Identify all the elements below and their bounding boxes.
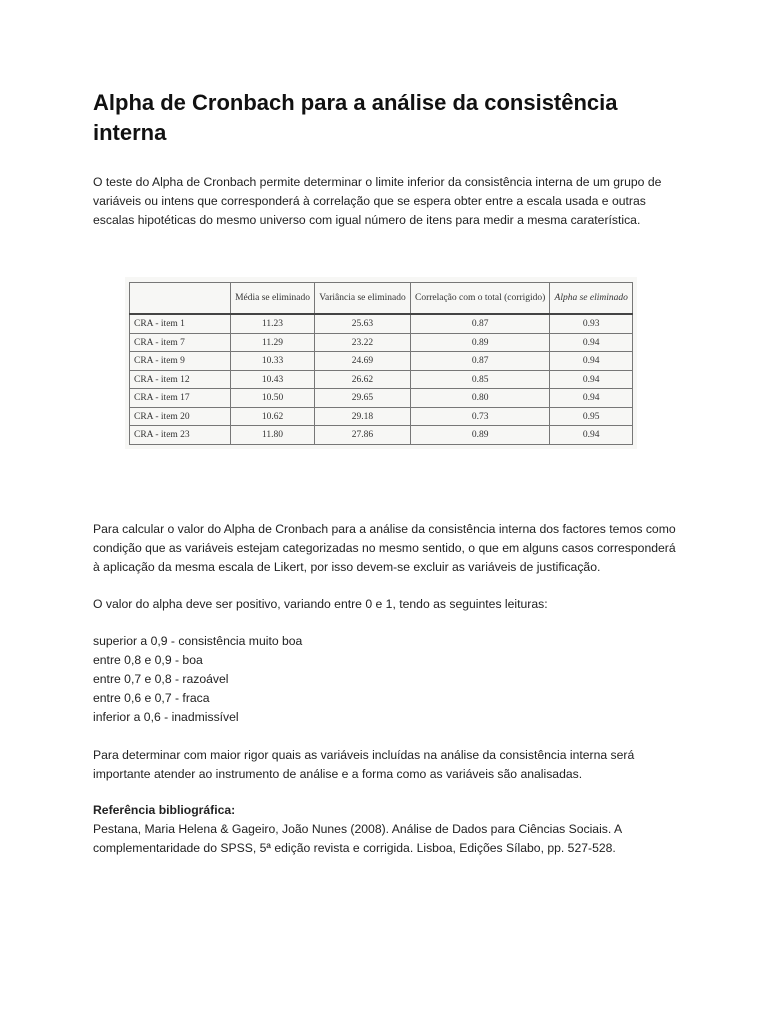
table-header-row	[130, 283, 633, 315]
table-row	[130, 352, 633, 371]
table-cell-variance: 24.69	[315, 352, 411, 371]
list-item: inferior a 0,6 - inadmissível	[93, 710, 239, 724]
table-header-mean: Média se eliminado	[231, 283, 315, 315]
table-cell-variance: 25.63	[315, 314, 411, 333]
list-item: superior a 0,9 - consistência muito boa	[93, 634, 303, 648]
table-cell-correlation: 0.85	[410, 370, 550, 389]
table-row	[130, 333, 633, 352]
table-cell-mean: 10.50	[231, 389, 315, 408]
table-cell-label: CRA - item 20	[130, 407, 231, 426]
list-item: entre 0,8 e 0,9 - boa	[93, 653, 203, 667]
table-cell-label: CRA - item 17	[130, 389, 231, 408]
table-cell-label: CRA - item 9	[130, 352, 231, 371]
table-cell-mean: 11.29	[231, 333, 315, 352]
table-cell-label: CRA - item 7	[130, 333, 231, 352]
intro-paragraph: O teste do Alpha de Cronbach permite determinar o limite inferior da consistência interna de um grupo de variáveis ou intens que corresponderá à correlação que se espera obter entre a escala usada e outras escalas hipotéticas do mesmo universo com igual número de itens para medir a mesma caraterística.	[93, 175, 662, 227]
table-cell-label: CRA - item 12	[130, 370, 231, 389]
table-header-correlation: Correlação com o total (corrigido)	[410, 283, 550, 315]
table-cell-correlation: 0.80	[410, 389, 550, 408]
table-cell-correlation: 0.87	[410, 314, 550, 333]
table-cell-alpha: 0.95	[550, 407, 633, 426]
table-cell-alpha: 0.94	[550, 389, 633, 408]
table-cell-variance: 29.18	[315, 407, 411, 426]
table-row	[130, 407, 633, 426]
table-row	[130, 426, 633, 445]
table-cell-mean: 10.43	[231, 370, 315, 389]
table-cell-alpha: 0.94	[550, 370, 633, 389]
item-statistics-table	[129, 282, 633, 445]
table-cell-alpha: 0.94	[550, 352, 633, 371]
page-title: Alpha de Cronbach para a análise da consistência interna	[93, 90, 618, 145]
table-cell-correlation: 0.73	[410, 407, 550, 426]
readings-list	[93, 632, 683, 727]
table-cell-alpha: 0.94	[550, 333, 633, 352]
table-cell-label: CRA - item 1	[130, 314, 231, 333]
list-item: entre 0,7 e 0,8 - razoável	[93, 672, 229, 686]
table-cell-mean: 10.33	[231, 352, 315, 371]
calculation-paragraph: Para calcular o valor do Alpha de Cronbach para a análise da consistência interna dos factores temos como condição que as variáveis estejam categorizadas no mesmo sentido, o que em alguns casos corresponderá à aplicação da mesma escala de Likert, por isso devem-se excluir as variáveis de justificação.	[93, 522, 676, 574]
table-cell-correlation: 0.89	[410, 333, 550, 352]
table-header-empty	[130, 283, 231, 315]
table-cell-mean: 10.62	[231, 407, 315, 426]
alpha-range-paragraph: O valor do alpha deve ser positivo, variando entre 0 e 1, tendo as seguintes leituras:	[93, 597, 548, 611]
table-cell-variance: 23.22	[315, 333, 411, 352]
document-body	[93, 88, 683, 858]
table-cell-mean: 11.80	[231, 426, 315, 445]
results-table-image	[125, 277, 637, 449]
table-header-alpha: Alpha se eliminado	[550, 283, 633, 315]
table-header-variance: Variância se eliminado	[315, 283, 411, 315]
reference-text: Pestana, Maria Helena & Gageiro, João Nunes (2008). Análise de Dados para Ciências Sociais. A complementaridade do SPSS, 5ª edição revista e corrigida. Lisboa, Edições Sílabo, pp. 527-528.	[93, 822, 622, 855]
table-row	[130, 389, 633, 408]
list-item: entre 0,6 e 0,7 - fraca	[93, 691, 210, 705]
reference-heading: Referência bibliográfica:	[93, 803, 236, 817]
table-cell-variance: 27.86	[315, 426, 411, 445]
table-cell-alpha: 0.94	[550, 426, 633, 445]
table-cell-alpha: 0.93	[550, 314, 633, 333]
table-cell-correlation: 0.87	[410, 352, 550, 371]
table-cell-mean: 11.23	[231, 314, 315, 333]
table-row	[130, 370, 633, 389]
final-paragraph: Para determinar com maior rigor quais as variáveis incluídas na análise da consistência interna será importante atender ao instrumento de análise e a forma como as variáveis são analisadas.	[93, 748, 635, 781]
table-cell-correlation: 0.89	[410, 426, 550, 445]
table-cell-variance: 29.65	[315, 389, 411, 408]
table-cell-label: CRA - item 23	[130, 426, 231, 445]
table-cell-variance: 26.62	[315, 370, 411, 389]
table-row	[130, 314, 633, 333]
